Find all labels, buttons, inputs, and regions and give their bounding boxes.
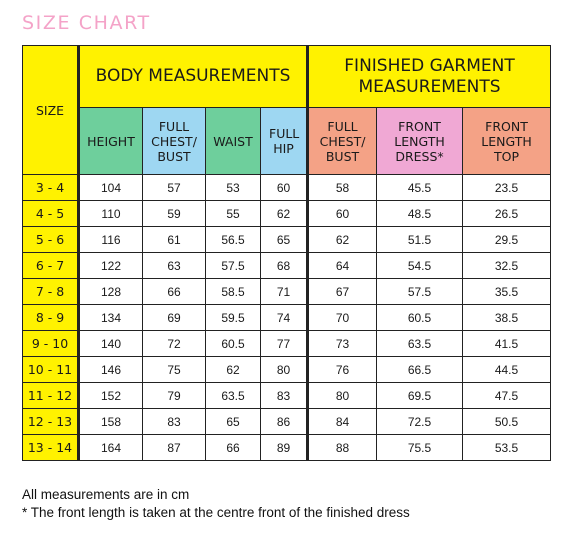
height-column-header: HEIGHT [79, 108, 143, 175]
measurement-cell: 122 [79, 253, 143, 279]
measurement-cell: 45.5 [377, 175, 463, 201]
measurement-cell: 84 [308, 409, 377, 435]
size-cell: 6 - 7 [23, 253, 79, 279]
measurement-cell: 60 [261, 175, 308, 201]
page-title: SIZE CHART [22, 12, 151, 34]
waist-column-header: WAIST [206, 108, 261, 175]
measurement-cell: 29.5 [463, 227, 551, 253]
table-row [23, 253, 551, 279]
measurement-cell: 152 [79, 383, 143, 409]
measurement-cell: 62 [261, 201, 308, 227]
measurement-cell: 47.5 [463, 383, 551, 409]
table-row [23, 201, 551, 227]
table-row [23, 279, 551, 305]
measurement-cell: 87 [143, 435, 206, 461]
measurement-cell: 60.5 [206, 331, 261, 357]
measurement-cell: 116 [79, 227, 143, 253]
measurement-cell: 57.5 [206, 253, 261, 279]
measurement-cell: 164 [79, 435, 143, 461]
table-row [23, 409, 551, 435]
measurement-cell: 79 [143, 383, 206, 409]
notes [22, 486, 410, 522]
measurement-cell: 72 [143, 331, 206, 357]
measurement-cell: 56.5 [206, 227, 261, 253]
measurement-cell: 57.5 [377, 279, 463, 305]
size-cell: 8 - 9 [23, 305, 79, 331]
measurement-cell: 26.5 [463, 201, 551, 227]
front-length-top-column-header: FRONT LENGTH TOP [463, 108, 551, 175]
size-cell: 10 - 11 [23, 357, 79, 383]
measurement-cell: 77 [261, 331, 308, 357]
table-row [23, 435, 551, 461]
measurement-cell: 41.5 [463, 331, 551, 357]
measurement-cell: 51.5 [377, 227, 463, 253]
measurement-cell: 66 [143, 279, 206, 305]
measurement-cell: 35.5 [463, 279, 551, 305]
size-cell: 7 - 8 [23, 279, 79, 305]
measurement-cell: 68 [261, 253, 308, 279]
measurement-cell: 65 [206, 409, 261, 435]
measurement-cell: 86 [261, 409, 308, 435]
measurement-cell: 88 [308, 435, 377, 461]
body-measurements-header: BODY MEASUREMENTS [79, 46, 308, 108]
measurement-cell: 66.5 [377, 357, 463, 383]
garment-chest-column-header: FULL CHEST/ BUST [308, 108, 377, 175]
measurement-cell: 110 [79, 201, 143, 227]
measurement-cell: 65 [261, 227, 308, 253]
measurement-cell: 63.5 [377, 331, 463, 357]
measurement-cell: 140 [79, 331, 143, 357]
measurement-cell: 104 [79, 175, 143, 201]
measurement-cell: 62 [308, 227, 377, 253]
measurement-cell: 71 [261, 279, 308, 305]
measurement-cell: 83 [143, 409, 206, 435]
table-row [23, 383, 551, 409]
measurement-cell: 69.5 [377, 383, 463, 409]
measurement-cell: 54.5 [377, 253, 463, 279]
measurement-cell: 134 [79, 305, 143, 331]
table-row [23, 305, 551, 331]
size-cell: 11 - 12 [23, 383, 79, 409]
finished-garment-header: FINISHED GARMENT MEASUREMENTS [308, 46, 551, 108]
measurement-cell: 67 [308, 279, 377, 305]
measurement-cell: 73 [308, 331, 377, 357]
measurement-cell: 59 [143, 201, 206, 227]
measurement-cell: 76 [308, 357, 377, 383]
measurement-cell: 70 [308, 305, 377, 331]
table-row [23, 357, 551, 383]
measurement-cell: 44.5 [463, 357, 551, 383]
measurement-cell: 75.5 [377, 435, 463, 461]
size-chart-table [22, 45, 551, 461]
size-cell: 4 - 5 [23, 201, 79, 227]
measurement-cell: 23.5 [463, 175, 551, 201]
front-length-footnote: * The front length is taken at the centre front of the finished dress [22, 505, 410, 520]
measurement-cell: 58 [308, 175, 377, 201]
measurement-cell: 57 [143, 175, 206, 201]
measurement-cell: 53.5 [463, 435, 551, 461]
body-chest-column-header: FULL CHEST/ BUST [143, 108, 206, 175]
front-length-dress-column-header: FRONT LENGTH DRESS* [377, 108, 463, 175]
measurement-cell: 55 [206, 201, 261, 227]
measurement-cell: 60.5 [377, 305, 463, 331]
measurement-cell: 58.5 [206, 279, 261, 305]
measurement-cell: 59.5 [206, 305, 261, 331]
measurement-cell: 63.5 [206, 383, 261, 409]
measurement-cell: 74 [261, 305, 308, 331]
measurement-cell: 89 [261, 435, 308, 461]
measurement-cell: 63 [143, 253, 206, 279]
measurement-cell: 62 [206, 357, 261, 383]
measurement-cell: 158 [79, 409, 143, 435]
measurement-cell: 80 [261, 357, 308, 383]
measurement-cell: 48.5 [377, 201, 463, 227]
measurement-cell: 60 [308, 201, 377, 227]
size-cell: 13 - 14 [23, 435, 79, 461]
size-column-header: SIZE [23, 46, 79, 175]
measurement-cell: 80 [308, 383, 377, 409]
size-cell: 5 - 6 [23, 227, 79, 253]
measurement-cell: 72.5 [377, 409, 463, 435]
measurement-cell: 66 [206, 435, 261, 461]
measurement-cell: 64 [308, 253, 377, 279]
size-rows [23, 175, 551, 461]
table-row [23, 175, 551, 201]
measurement-cell: 61 [143, 227, 206, 253]
measurement-cell: 128 [79, 279, 143, 305]
size-cell: 9 - 10 [23, 331, 79, 357]
measurement-cell: 69 [143, 305, 206, 331]
measurement-cell: 83 [261, 383, 308, 409]
measurement-cell: 146 [79, 357, 143, 383]
measurement-cell: 75 [143, 357, 206, 383]
size-cell: 3 - 4 [23, 175, 79, 201]
measurement-cell: 32.5 [463, 253, 551, 279]
size-cell: 12 - 13 [23, 409, 79, 435]
measurement-cell: 53 [206, 175, 261, 201]
measurement-cell: 50.5 [463, 409, 551, 435]
hip-column-header: FULL HIP [261, 108, 308, 175]
units-note: All measurements are in cm [22, 487, 190, 502]
measurement-cell: 38.5 [463, 305, 551, 331]
table-row [23, 331, 551, 357]
table-row [23, 227, 551, 253]
